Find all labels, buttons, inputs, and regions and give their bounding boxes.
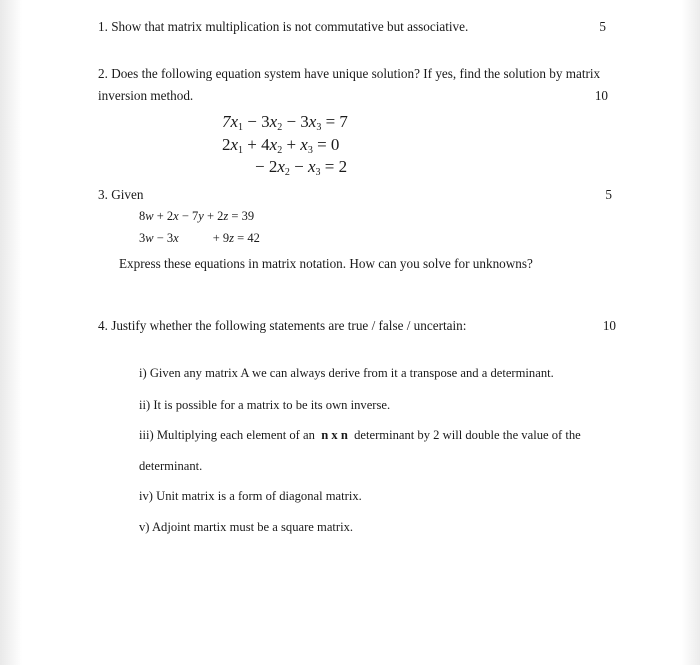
- q4-text: 4. Justify whether the following statements are true / false / uncertain:: [98, 318, 467, 333]
- q4-item-iii-bold: n x n: [321, 428, 348, 442]
- q4-item-iii-start: iii) Multiplying each element of an: [139, 428, 315, 442]
- q4-item-v: v) Adjoint martix must be a square matrix.: [139, 520, 354, 534]
- q1-text: 1. Show that matrix multiplication is not commutative but associative.: [98, 19, 469, 34]
- q4-marks: 10: [602, 318, 616, 333]
- q3-prompt: Express these equations in matrix notation. How can you solve for unknowns?: [119, 256, 533, 271]
- q4-item-iii: [139, 427, 581, 443]
- q4-item-ii: ii) It is possible for a matrix to be its own inverse.: [139, 398, 391, 412]
- q3-marks: 5: [605, 187, 612, 202]
- q2-equation-1: $7x_1 - 3x_2 - 3x_3 = 7$: [222, 112, 348, 133]
- q3-equation-1: 8w + 2x − 7y + 2z = 39: [139, 209, 255, 223]
- q4-item-iii-cont: determinant.: [139, 459, 203, 473]
- q1-marks: 5: [599, 19, 606, 34]
- page-left-shadow: [0, 0, 22, 665]
- q4-item-iv: iv) Unit matrix is a form of diagonal matrix.: [139, 489, 362, 503]
- page-right-shadow: [682, 0, 700, 665]
- q4-item-i: i) Given any matrix A we can always derive from it a transpose and a determinant.: [139, 366, 554, 380]
- q4-item-iii-end: determinant by 2 will double the value of the: [354, 428, 581, 442]
- q2-text-line1: 2. Does the following equation system have unique solution? If yes, find the solution by matrix: [98, 66, 601, 81]
- q3-equation-2: 3w − 3x + 9z = 42: [139, 231, 260, 245]
- q2-marks: 10: [594, 88, 608, 103]
- q2-text-line2: inversion method.: [98, 88, 194, 103]
- q2-equation-3: − $2x_2 - x_3 = 2$: [255, 157, 348, 178]
- q2-equation-2: $2x_1 + 4x_2 + x_3 = 0$: [222, 135, 340, 156]
- q3-label: 3. Given: [98, 187, 144, 202]
